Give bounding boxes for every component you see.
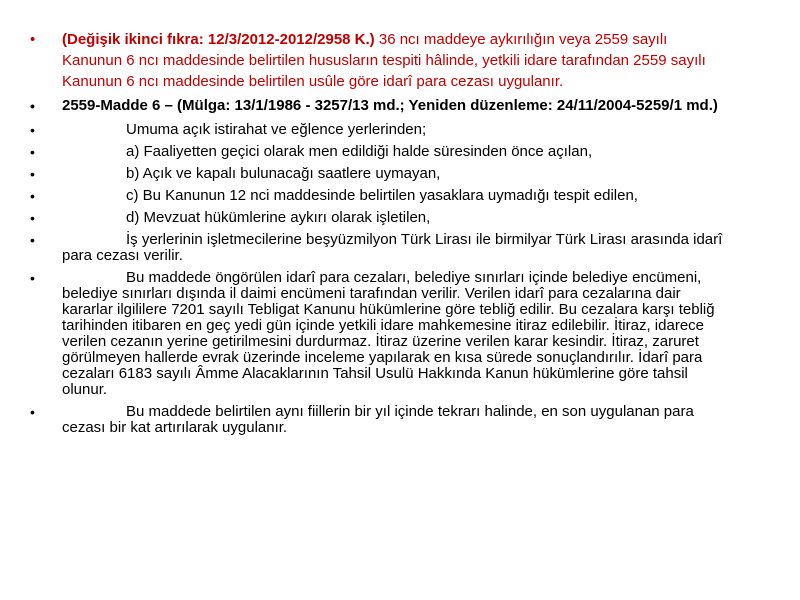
list-item-text: a) Faaliyetten geçici olarak men edildiği halde süresinden önce açılan, — [126, 143, 593, 160]
list-item-text: Bu maddede öngörülen idarî para cezaları, belediye sınırları içinde belediye encümeni, belediye sınırları dışında il daimi encümeni tarafından verilir. Verilen idarî para cezalarına dair kararlar ilgililere 7201 sayılı Tebligat Kanunu hükümlerine göre tebliğ edilir. Bu cezalara karşı tebliğ tarihinden itibaren en geç yedi gün içinde yetkili idare mahkemesine itiraz edilebilir. İtiraz, idarece verilen cezanın yerine getirilmesini durdurmaz. İtiraz üzerine verilen karar kesindir. İtiraz, zaruret görülmeyen hallerde evrak üzerinde inceleme yapılarak en kısa sürede sonuçlandırılır. İdarî para cezaları 6183 sayılı Âmme Alacaklarının Tahsil Usulü Hakkında Kanun hükümlerine göre tahsil olunur. — [62, 269, 715, 398]
bullet-list — [30, 29, 730, 442]
list-item — [30, 404, 730, 436]
list-item-text: d) Mevzuat hükümlerine aykırı olarak işletilen, — [126, 209, 431, 226]
bullet-icon: • — [30, 122, 35, 138]
bullet-icon: • — [30, 270, 35, 286]
list-item-text: c) Bu Kanunun 12 nci maddesinde belirtilen yasaklara uymadığı tespit edilen, — [126, 187, 638, 204]
list-item — [30, 270, 730, 398]
bullet-icon: • — [30, 31, 36, 48]
list-item-text: b) Açık ve kapalı bulunacağı saatlere uymayan, — [126, 165, 441, 182]
list-item-article-heading — [30, 98, 730, 114]
article-heading-text: 2559-Madde 6 – (Mülga: 13/1/1986 - 3257/13 md.; Yeniden düzenleme: 24/11/2004-5259/1 md.) — [62, 97, 718, 114]
bullet-icon: • — [30, 188, 35, 204]
list-item-text: Bu maddede belirtilen aynı fiillerin bir yıl içinde tekrarı halinde, en son uygulanan para cezası bir kat artırılarak uygulanır. — [62, 403, 694, 436]
list-item — [30, 210, 730, 226]
list-item — [30, 144, 730, 160]
list-item — [30, 188, 730, 204]
list-item-amendment — [30, 29, 730, 92]
list-item-text: İş yerlerinin işletmecilerine beşyüzmilyon Türk Lirası ile birmilyar Türk Lirası arasında idarî para cezası verilir. — [62, 231, 723, 264]
amendment-reference: (Değişik ikinci fıkra: 12/3/2012-2012/2958 K.) — [62, 31, 375, 48]
list-item — [30, 232, 730, 264]
bullet-icon: • — [30, 404, 35, 420]
bullet-icon: • — [30, 232, 35, 248]
list-item — [30, 122, 730, 138]
list-item-text: Umuma açık istirahat ve eğlence yerlerinden; — [126, 121, 427, 138]
amendment-text: 36 ncı maddeye aykırılığın veya 2559 sayılı Kanunun 6 ncı maddesinde belirtilen hususların tespiti hâlinde, yetkili idare tarafından 2559 sayılı Kanunun 6 ncı maddesinde belirtilen usûle göre idarî para cezası uygulanır. — [62, 31, 706, 90]
bullet-icon: • — [30, 210, 35, 226]
bullet-icon: • — [30, 166, 35, 182]
bullet-icon: • — [30, 98, 35, 114]
bullet-icon: • — [30, 144, 35, 160]
list-item — [30, 166, 730, 182]
